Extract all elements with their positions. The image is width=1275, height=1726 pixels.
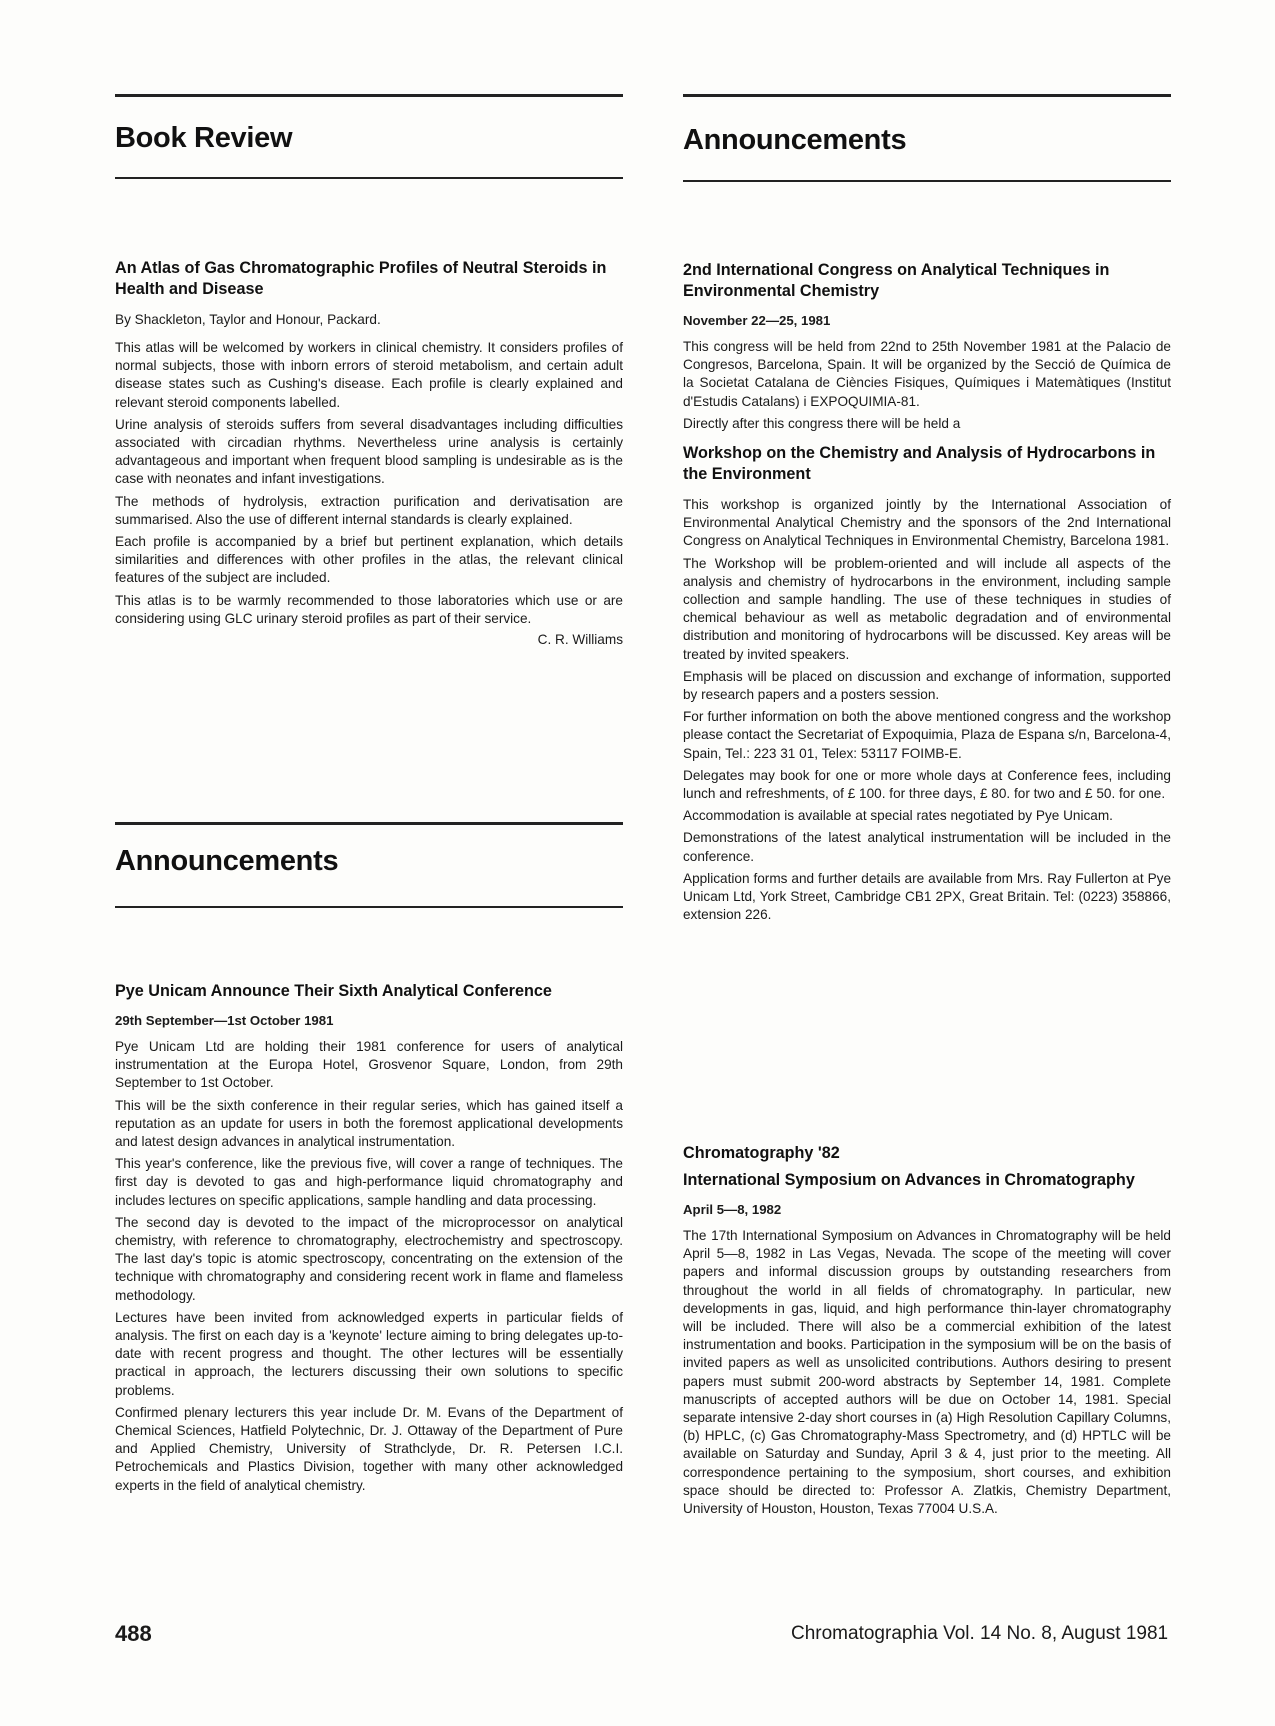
paragraph: Urine analysis of steroids suffers from several disadvantages including difficulties associated with circadian rhythms. Nevertheless urine analysis is certainly advantageous and important when frequent blood sampling is undesirable as is the case with neonates and infant investigations. [115,416,623,487]
congress-article [683,260,1171,928]
paragraph: Lectures have been invited from acknowledged experts in particular fields of analysis. The first on each day is a 'keynote' lecture aiming to bring delegates up-to-date with recent progress and thought. The other lectures will be essentially practical in approach, the lecturers discussing their own solutions to specific problems. [115,1309,623,1398]
book-byline: By Shackleton, Taylor and Honour, Packard. [115,312,381,327]
workshop-title: Workshop on the Chemistry and Analysis of Hydrocarbons in the Environment [683,444,1156,484]
book-title: An Atlas of Gas Chromatographic Profiles of Neutral Steroids in Health and Disease [115,259,607,298]
symposium-subtitle: International Symposium on Advances in Chromatography [683,1171,1135,1189]
section-rule [115,822,623,825]
heading-rule [683,180,1171,182]
paragraph: This congress will be held from 22nd to 25th November 1981 at the Palacio de Congresos, Barcelona, Spain. It will be organized by the Secció de Química de la Societat Catalana de Ciències Fisiques, Químiques i Matemàtiques (Institut d'Estudis Catalans) i EXPOQUIMIA-81. [683,339,1171,409]
paragraph: This atlas will be welcomed by workers in clinical chemistry. It considers profiles of normal subjects, those with inborn errors of steroid metabolism, and certain adult disease states such as Cushing's disease. Each profile is clearly explained and relevant steroid components labelled. [115,340,623,410]
paragraph: This atlas is to be warmly recommended to those laboratories which use or are considering using GLC urinary steroid profiles as part of their service. [115,592,623,626]
page-number: 488 [115,1621,152,1646]
paragraph: This year's conference, like the previous five, will cover a range of techniques. The first day is devoted to gas and high-performance liquid chromatography and includes lectures on specific applications, sample handling and data processing. [115,1156,623,1208]
paragraph: The methods of hydrolysis, extraction purification and derivatisation are summarised. Also the use of different internal standards is clearly explained. [115,493,623,527]
paragraph: This workshop is organized jointly by the International Association of Environmental Analytical Chemistry and the sponsors of the 2nd International Congress on Analytical Techniques in Environmental Chemistry, Barcelona 1981. [683,497,1171,549]
heading-rule [115,177,623,179]
congress-title: 2nd International Congress on Analytical Techniques in Environmental Chemistry [683,261,1110,300]
congress-date: November 22—25, 1981 [683,313,831,328]
reviewer-signature: C. R. Williams [537,632,623,648]
paragraph: Application forms and further details are available from Mrs. Ray Fullerton at Pye Unicam Ltd, York Street, Cambridge CB1 2PX, Great Britain. Tel: (0223) 358866, extension 226. [683,870,1171,923]
paragraph: The second day is devoted to the impact of the microprocessor on analytical chemistry, with reference to chromatography, electrochemistry and spectroscopy. The last day's topic is atomic spectroscopy, concentrating on the extension of the technique with chromatography and considering recent work in flame and flameless methodology. [115,1214,623,1303]
paragraph: Emphasis will be placed on discussion and exchange of information, supported by research papers and a posters session. [683,668,1171,703]
paragraph: Accommodation is available at special rates negotiated by Pye Unicam. [683,808,1113,824]
symposium-title: Chromatography '82 [683,1144,840,1162]
pye-unicam-title: Pye Unicam Announce Their Sixth Analytical Conference [115,982,552,1000]
paragraph: This will be the sixth conference in their regular series, which has gained itself a reputation as an update for users in both the foremost applicational developments and latest design advances in analytical instrumentation. [115,1097,623,1150]
paragraph: Each profile is accompanied by a brief but pertinent explanation, which details similarities and differences with other profiles in the atlas, the relevant clinical features of the subject are included. [115,534,623,586]
paragraph: The 17th International Symposium on Advances in Chromatography will be held April 5—8, 1982 in Las Vegas, Nevada. The scope of the meeting will cover papers and informal discussion groups by outstanding researchers from throughout the world in all fields of chromatography. In particular, new developments in gas, liquid, and high performance thin-layer chromatography will be included. There will also be a commercial exhibition of the latest instrumentation and books. Participation in the symposium will be on the basis of invited papers as well as unsolicited contributions. Authors desiring to present papers must submit 200-word abstracts by September 14, 1981. Complete manuscripts of accepted authors will be due on October 14, 1981. Special separate intensive 2-day short courses in (a) High Resolution Capillary Columns, (b) HPLC, (c) Gas Chromatography-Mass Spectrometry, and (d) HPTLC will be available on Saturday and Sunday, April 3 & 4, just prior to the meeting. All correspondence pertaining to the symposium, short courses, and exhibition space should be directed to: Professor A. Zlatkis, Chemistry Department, University of Houston, Houston, Texas 77004 U.S.A. [683,1228,1171,1517]
announcements-heading-left: Announcements [115,845,339,877]
paragraph: Confirmed plenary lecturers this year include Dr. M. Evans of the Department of Chemical Sciences, Hatfield Polytechnic, Dr. J. Ottaway of the Department of Pure and Applied Chemistry, University of Strathclyde, Dr. R. Petersen I.C.I. Petrochemicals and Plastics Division, together with many other acknowledged experts in the field of analytical chemistry. [115,1404,623,1493]
paragraph: Directly after this congress there will be held a [683,415,961,431]
pye-unicam-article [115,981,623,1499]
book-review-heading: Book Review [115,122,293,154]
paragraph: The Workshop will be problem-oriented and will include all aspects of the analysis and chemistry of hydrocarbons in the environment, including sample collection and sample handling. The use of these techniques in studies of chemical behaviour as well as metabolic degradation and of environmental distribution and monitoring of hydrocarbons will be discussed. Key areas will be treated by invited speakers. [683,555,1171,662]
journal-citation: Chromatographia Vol. 14 No. 8, August 1981 [791,1623,1169,1644]
paragraph: For further information on both the above mentioned congress and the workshop please contact the Secretariat of Expoquimia, Plaza de Espana s/n, Barcelona-4, Spain, Tel.: 223 31 01, Telex: 53117 FOIMB-E. [683,709,1171,761]
symposium-date: April 5—8, 1982 [683,1202,782,1217]
paragraph: Delegates may book for one or more whole days at Conference fees, including lunch and refreshments, of £ 100. for three days, £ 80. for two and £ 50. for one. [683,767,1171,802]
top-rule [683,94,1171,97]
announcements-heading-right: Announcements [683,124,907,156]
paragraph: Demonstrations of the latest analytical instrumentation will be included in the conference. [683,830,1171,864]
paragraph: Pye Unicam Ltd are holding their 1981 conference for users of analytical instrumentation at the Europa Hotel, Grosvenor Square, London, from 29th September to 1st October. [115,1039,623,1091]
heading-rule [115,906,623,908]
symposium-article [683,1143,1171,1522]
top-rule [115,94,623,97]
pye-unicam-date: 29th September—1st October 1981 [115,1013,334,1028]
book-review-article [115,258,623,647]
